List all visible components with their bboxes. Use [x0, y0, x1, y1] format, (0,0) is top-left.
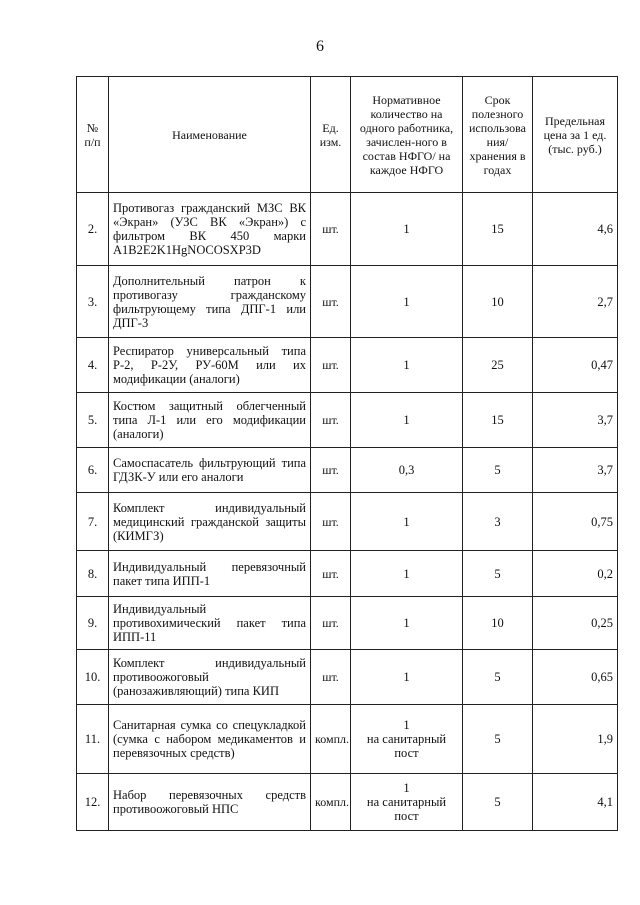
row-term: 15: [463, 393, 533, 448]
row-qty: 1: [403, 358, 410, 372]
row-qty-cell: [351, 193, 463, 266]
header-name: Наименование: [109, 77, 311, 193]
row-qty-cell: [351, 705, 463, 774]
row-qty: 1: [403, 718, 410, 732]
row-unit: шт.: [311, 551, 351, 597]
table-row: [77, 266, 618, 338]
row-term: 5: [463, 448, 533, 493]
row-number: 11.: [77, 705, 109, 774]
row-unit: шт.: [311, 650, 351, 705]
header-qty: Нормативное количество на одного работника, зачислен-ного в состав НФГО/ на каждое НФГО: [351, 77, 463, 193]
table-row: [77, 338, 618, 393]
row-name: Костюм защитный облегченный типа Л-1 или его модификации (аналоги): [109, 393, 311, 448]
row-unit: шт.: [311, 393, 351, 448]
header-price: Предельная цена за 1 ед. (тыс. руб.): [533, 77, 618, 193]
row-term: 10: [463, 597, 533, 650]
equipment-norms-table: [76, 76, 618, 831]
row-term: 5: [463, 551, 533, 597]
row-unit: шт.: [311, 266, 351, 338]
row-name: Комплект индивидуальный медицинский гражданской защиты (КИМГЗ): [109, 493, 311, 551]
row-qty: 1: [403, 670, 410, 684]
row-term: 5: [463, 650, 533, 705]
row-term: 25: [463, 338, 533, 393]
header-num: № п/п: [77, 77, 109, 193]
row-price: 3,7: [533, 448, 618, 493]
row-qty-cell: [351, 448, 463, 493]
row-number: 4.: [77, 338, 109, 393]
table-row: [77, 597, 618, 650]
header-unit: Ед. изм.: [311, 77, 351, 193]
table-row: [77, 393, 618, 448]
row-unit: компл.: [311, 774, 351, 831]
row-number: 6.: [77, 448, 109, 493]
row-term: 5: [463, 705, 533, 774]
row-number: 7.: [77, 493, 109, 551]
row-qty-cell: [351, 650, 463, 705]
row-number: 3.: [77, 266, 109, 338]
row-price: 2,7: [533, 266, 618, 338]
row-name: Противогаз гражданский МЗС ВК «Экран» (УЗС ВК «Экран») с фильтром ВК 450 марки A1B2E2K1HgNOCOSXP3D: [109, 193, 311, 266]
row-qty: 1: [403, 514, 410, 529]
row-name: Индивидуальный противохимический пакет типа ИПП-11: [109, 597, 311, 650]
row-name: Санитарная сумка со спецукладкой (сумка с набором медикаментов и перевязочных средств): [109, 705, 311, 774]
row-number: 8.: [77, 551, 109, 597]
row-price: 4,6: [533, 193, 618, 266]
row-qty: 1: [403, 294, 410, 309]
row-name: Индивидуальный перевязочный пакет типа ИПП-1: [109, 551, 311, 597]
row-qty-cell: [351, 774, 463, 831]
table-row: [77, 193, 618, 266]
row-price: 0,2: [533, 551, 618, 597]
table-header-row: [77, 77, 618, 193]
row-number: 9.: [77, 597, 109, 650]
row-name: Самоспасатель фильтрующий типа ГДЗК-У или его аналоги: [109, 448, 311, 493]
row-unit: шт.: [311, 338, 351, 393]
row-qty-cell: [351, 266, 463, 338]
row-number: 5.: [77, 393, 109, 448]
row-price: 0,65: [533, 650, 618, 705]
row-qty: 1: [403, 566, 410, 581]
row-name: Дополнительный патрон к противогазу гражданскому фильтрующему типа ДПГ-1 или ДПГ-3: [109, 266, 311, 338]
row-name: Набор перевязочных средств противоожоговый НПС: [109, 774, 311, 831]
row-term: 10: [463, 266, 533, 338]
row-term: 3: [463, 493, 533, 551]
row-unit: шт.: [311, 493, 351, 551]
row-price: 4,1: [533, 774, 618, 831]
row-price: 1,9: [533, 705, 618, 774]
row-qty: 1: [403, 616, 410, 630]
row-number: 12.: [77, 774, 109, 831]
row-qty-note: на санитарный пост: [366, 795, 447, 823]
row-qty: 1: [403, 222, 410, 236]
row-number: 2.: [77, 193, 109, 266]
row-price: 3,7: [533, 393, 618, 448]
page-number: 6: [316, 38, 324, 55]
row-unit: шт.: [311, 448, 351, 493]
row-unit: шт.: [311, 193, 351, 266]
row-name: Комплект индивидуальный противоожоговый (ранозаживляющий) типа КИП: [109, 650, 311, 705]
table-row: [77, 448, 618, 493]
table-row: [77, 774, 618, 831]
row-price: 0,75: [533, 493, 618, 551]
row-qty-cell: [351, 393, 463, 448]
table-row: [77, 493, 618, 551]
row-number: 10.: [77, 650, 109, 705]
table-row: [77, 705, 618, 774]
table-row: [77, 551, 618, 597]
row-qty-cell: [351, 551, 463, 597]
table-row: [77, 650, 618, 705]
row-qty: 0,3: [398, 463, 415, 477]
row-term: 15: [463, 193, 533, 266]
row-price: 0,25: [533, 597, 618, 650]
row-name: Респиратор универсальный типа Р-2, Р-2У, РУ-60М или их модификации (аналоги): [109, 338, 311, 393]
table-body: [77, 193, 618, 831]
row-unit: шт.: [311, 597, 351, 650]
row-qty-cell: [351, 493, 463, 551]
row-price: 0,47: [533, 338, 618, 393]
row-term: 5: [463, 774, 533, 831]
row-qty-cell: [351, 597, 463, 650]
row-qty-cell: [351, 338, 463, 393]
row-qty: 1: [403, 781, 410, 795]
row-qty-note: на санитарный пост: [366, 732, 447, 760]
header-term: Срок полезного использова ния/ хранения в годах: [463, 77, 533, 193]
row-unit: компл.: [311, 705, 351, 774]
row-qty: 1: [403, 413, 410, 427]
